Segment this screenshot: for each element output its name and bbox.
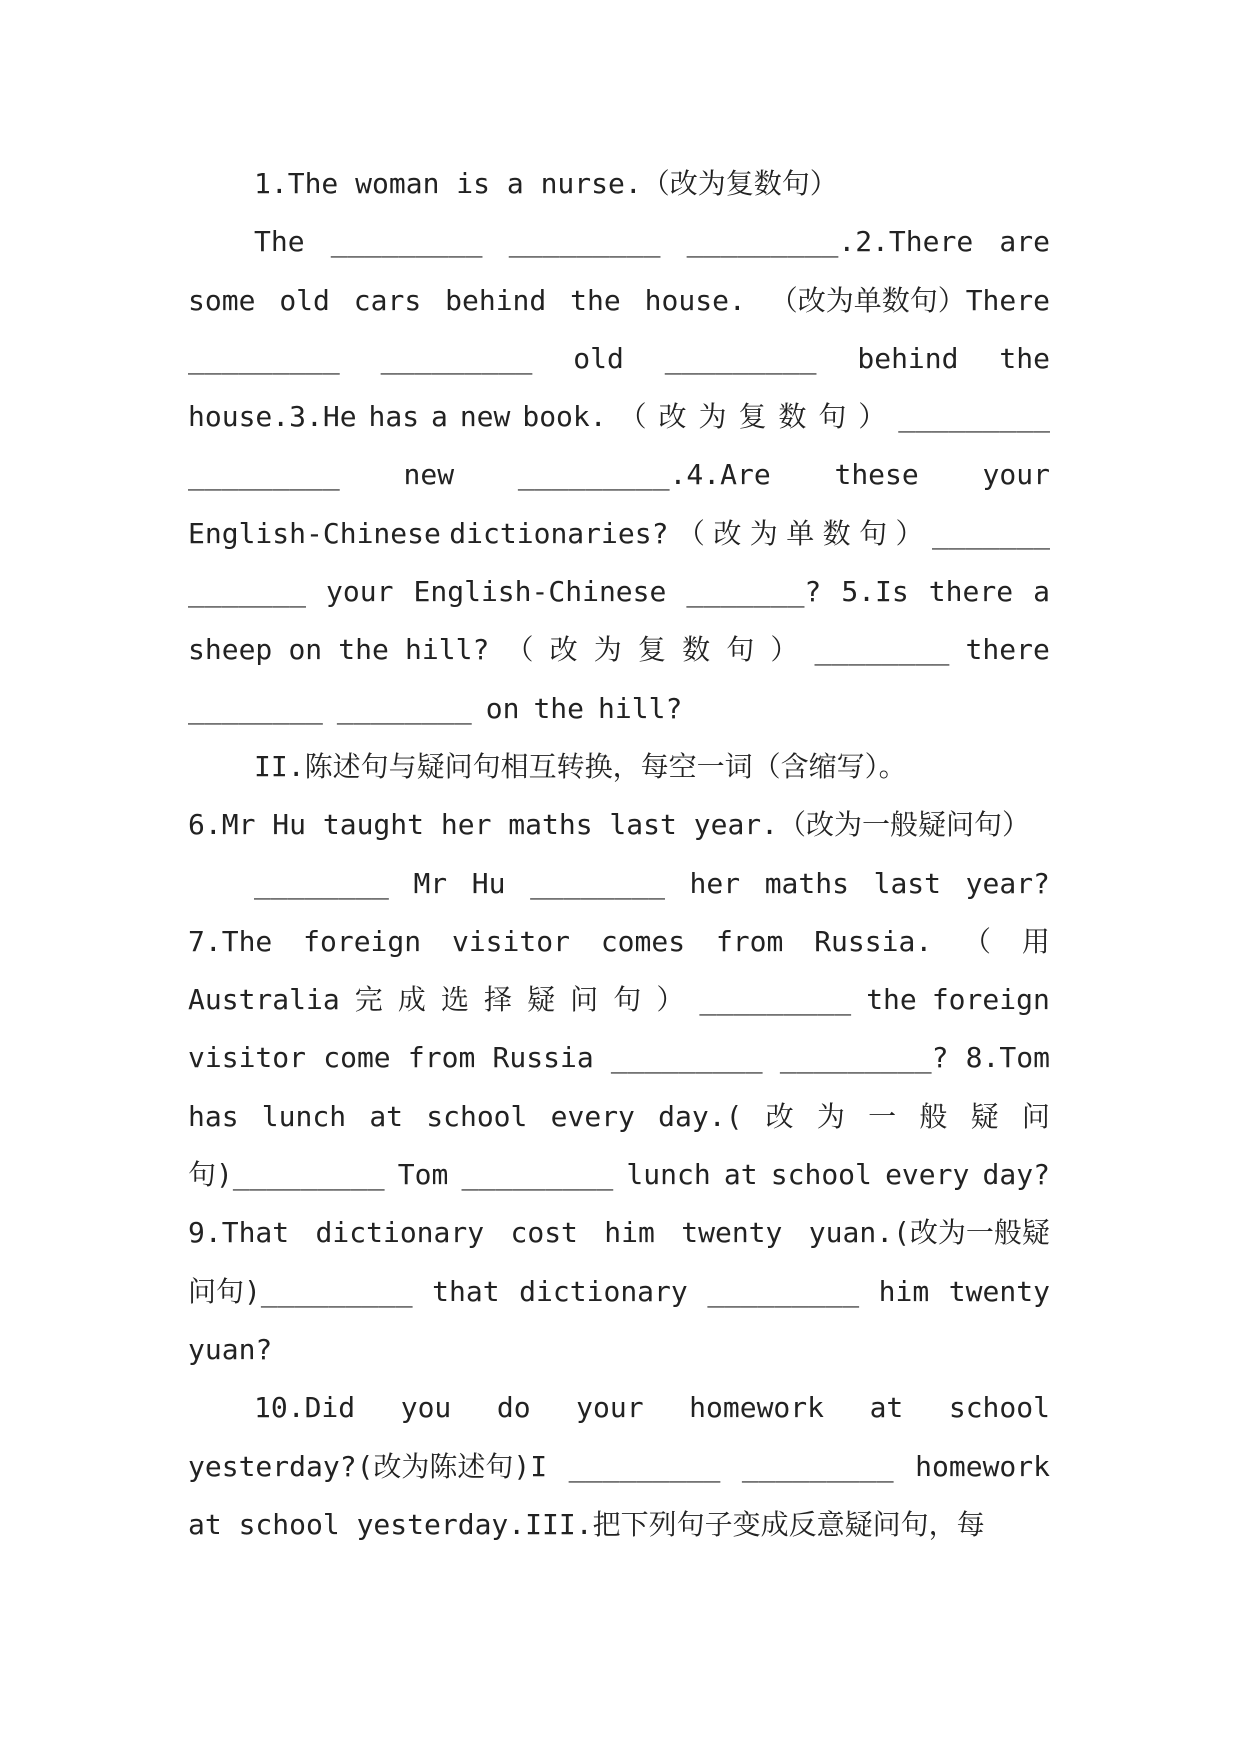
text-token: 单 xyxy=(786,516,815,550)
text-line xyxy=(188,213,1050,271)
text-token: school xyxy=(948,1391,1050,1425)
text-token: homework xyxy=(689,1391,824,1425)
text-line xyxy=(188,621,1050,679)
text-token: there xyxy=(928,575,1014,609)
text-token: your xyxy=(982,458,1050,492)
text-token: your xyxy=(576,1391,644,1425)
text-line xyxy=(188,446,1050,504)
text-line xyxy=(188,1204,1050,1262)
text-token: come xyxy=(323,1041,391,1075)
text-token: cars xyxy=(353,283,422,317)
text-token: from xyxy=(407,1041,476,1075)
text-token: dictionaries? xyxy=(449,516,669,550)
text-token: the xyxy=(338,633,389,667)
text-token: Australia xyxy=(188,983,340,1017)
text-token: behind xyxy=(445,283,547,317)
text-line xyxy=(188,1088,1050,1146)
text-line xyxy=(188,272,1050,330)
text-token: homework xyxy=(915,1449,1050,1483)
text-token: these xyxy=(834,458,919,492)
text-token: dictionary xyxy=(519,1274,688,1308)
answer-blank: ________ xyxy=(336,691,472,725)
answer-blank: _________ xyxy=(380,341,533,375)
text-token: ） xyxy=(770,633,799,667)
text-token: 问句)_________ xyxy=(188,1274,413,1308)
text-token: from xyxy=(715,924,784,958)
text-token: 一 xyxy=(868,1099,897,1133)
text-line xyxy=(188,563,1050,621)
text-token: you xyxy=(400,1391,452,1425)
text-token: （改为单数句）There xyxy=(769,283,1050,317)
text-token: do xyxy=(496,1391,531,1425)
text-token: 8.Tom xyxy=(965,1041,1050,1075)
text-token: 句 xyxy=(613,983,642,1017)
text-token: 改 xyxy=(765,1099,794,1133)
text-line xyxy=(188,330,1050,388)
text-line xyxy=(188,1029,1050,1087)
text-token: 句 xyxy=(726,633,755,667)
text-token: at school yesterday.III.把下列句子变成反意疑问句，每 xyxy=(188,1507,985,1541)
text-token: 完 xyxy=(354,983,383,1017)
document-page xyxy=(188,155,1050,1554)
answer-blank: _______? xyxy=(686,575,822,609)
text-token: 复 xyxy=(738,400,767,434)
text-line xyxy=(188,1438,1050,1496)
text-line xyxy=(188,738,1050,796)
text-token: year? xyxy=(965,866,1050,900)
text-token: hill? xyxy=(405,633,490,667)
text-token: last xyxy=(873,866,942,900)
text-token: 句 xyxy=(818,400,847,434)
answer-blank: _________ xyxy=(461,1158,614,1192)
text-token: 问 xyxy=(570,983,599,1017)
text-token: on xyxy=(485,691,520,725)
text-token: him xyxy=(878,1274,930,1308)
answer-blank: _________ xyxy=(568,1449,721,1483)
text-token: comes xyxy=(600,924,686,958)
text-token: （ xyxy=(963,924,992,958)
text-token: there xyxy=(965,633,1050,667)
text-token: the xyxy=(570,283,621,317)
text-token: a xyxy=(431,400,448,434)
text-token: 为 xyxy=(593,633,622,667)
answer-blank: _________ xyxy=(898,400,1050,434)
text-line xyxy=(188,388,1050,446)
text-token: 为 xyxy=(749,516,778,550)
text-token: a xyxy=(1033,575,1050,609)
text-token: 复 xyxy=(637,633,666,667)
text-token: The xyxy=(254,225,305,259)
text-token: yesterday?(改为陈述句)I xyxy=(188,1449,548,1483)
text-line xyxy=(188,971,1050,1029)
answer-blank: _________ xyxy=(699,983,852,1017)
answer-blank: _________ xyxy=(188,458,340,492)
text-line xyxy=(188,1496,1050,1554)
text-token: 数 xyxy=(778,400,807,434)
text-token: has xyxy=(368,400,420,434)
text-token: visitor xyxy=(188,1041,307,1075)
text-token: new xyxy=(403,458,455,492)
text-token: 句 xyxy=(859,516,888,550)
text-line xyxy=(188,913,1050,971)
text-token: 改 xyxy=(549,633,578,667)
text-token: her xyxy=(689,866,741,900)
answer-blank: _________ xyxy=(508,225,661,259)
text-token: Tom xyxy=(397,1158,449,1192)
text-token: day.( xyxy=(658,1099,743,1133)
answer-blank: ________ xyxy=(254,866,389,900)
text-token: house.3.He xyxy=(188,400,357,434)
text-line xyxy=(188,1379,1050,1437)
text-token: Hu xyxy=(471,866,506,900)
text-line xyxy=(188,796,1050,854)
text-token: ） xyxy=(656,983,685,1017)
text-token: Russia xyxy=(492,1041,594,1075)
text-line xyxy=(188,1321,1050,1379)
text-token: ） xyxy=(895,516,924,550)
text-token: every xyxy=(885,1158,970,1192)
answer-blank: _________ xyxy=(188,341,340,375)
answer-blank: _________.2.There xyxy=(686,225,974,259)
text-token: 5.Is xyxy=(841,575,909,609)
text-line xyxy=(188,155,1050,213)
answer-blank: _________.4.Are xyxy=(517,458,771,492)
text-token: hill? xyxy=(598,691,683,725)
text-token: 1.The woman is a nurse.（改为复数句） xyxy=(254,167,838,200)
text-token: at xyxy=(369,1099,404,1133)
text-token: old xyxy=(279,283,330,317)
text-token: twenty xyxy=(681,1216,783,1250)
text-token: English-Chinese xyxy=(413,575,667,609)
text-token: sheep xyxy=(188,633,273,667)
text-token: the xyxy=(533,691,585,725)
text-token: maths xyxy=(764,866,849,900)
text-token: book. xyxy=(522,400,607,434)
text-token: twenty xyxy=(948,1274,1050,1308)
text-token: 疑 xyxy=(527,983,556,1017)
text-token: yuan.(改为一般疑 xyxy=(808,1216,1050,1250)
answer-blank: _________ xyxy=(741,1449,894,1483)
text-line xyxy=(188,1146,1050,1204)
text-token: 成 xyxy=(397,983,426,1017)
text-token: new xyxy=(459,400,511,434)
text-token: ） xyxy=(858,400,887,434)
text-token: every xyxy=(550,1099,635,1133)
text-token: 9.That xyxy=(188,1216,290,1250)
text-token: yuan? xyxy=(188,1332,273,1366)
text-token: at xyxy=(869,1391,904,1425)
text-token: at xyxy=(723,1158,758,1192)
answer-blank: ________ xyxy=(530,866,665,900)
text-token: some xyxy=(188,283,256,317)
answer-blank: ________ xyxy=(814,633,950,667)
answer-blank: _________ xyxy=(707,1274,860,1308)
text-token: 般 xyxy=(919,1099,948,1133)
text-line xyxy=(188,680,1050,738)
text-token: are xyxy=(999,225,1050,259)
text-token: （ xyxy=(505,633,534,667)
text-token: has xyxy=(188,1099,239,1133)
text-token: your xyxy=(326,575,394,609)
text-token: on xyxy=(288,633,323,667)
text-token: 7.The xyxy=(188,924,273,958)
text-token: （ xyxy=(676,516,705,550)
text-token: 6.Mr Hu taught her maths last year.（改为一般疑问句） xyxy=(188,808,1031,842)
text-token: that xyxy=(432,1274,500,1308)
text-token: 改 xyxy=(658,400,687,434)
text-token: school xyxy=(770,1158,872,1192)
text-token: II.陈述句与疑问句相互转换，每空一词（含缩写）。 xyxy=(254,749,907,783)
answer-blank: _______ xyxy=(188,575,307,609)
text-token: old xyxy=(573,341,624,375)
text-token: house. xyxy=(644,283,746,317)
text-token: 为 xyxy=(698,400,727,434)
text-token: dictionary xyxy=(315,1216,485,1250)
text-token: 选 xyxy=(440,983,469,1017)
text-token: lunch xyxy=(261,1099,347,1133)
text-line xyxy=(188,505,1050,563)
text-token: 10.Did xyxy=(254,1391,356,1425)
text-token: English-Chinese xyxy=(188,516,441,550)
text-token: foreign xyxy=(303,924,422,958)
answer-blank: _______ xyxy=(931,516,1050,550)
text-token: foreign xyxy=(931,983,1050,1017)
answer-blank: _________ xyxy=(664,341,817,375)
text-token: school xyxy=(426,1099,528,1133)
text-token: the xyxy=(866,983,917,1017)
text-line xyxy=(188,1263,1050,1321)
text-token: 为 xyxy=(816,1099,845,1133)
text-token: 问 xyxy=(1021,1099,1050,1133)
text-token: day? xyxy=(982,1158,1050,1192)
text-token: 数 xyxy=(682,633,711,667)
answer-blank: _________ xyxy=(610,1041,763,1075)
text-token: Russia. xyxy=(814,924,933,958)
answer-blank: _________ xyxy=(330,225,483,259)
text-token: cost xyxy=(510,1216,578,1250)
text-token: lunch xyxy=(626,1158,711,1192)
text-token: Mr xyxy=(413,866,448,900)
text-token: visitor xyxy=(451,924,570,958)
text-token: 改 xyxy=(713,516,742,550)
text-token: behind xyxy=(857,341,959,375)
text-line xyxy=(188,855,1050,913)
text-token: 择 xyxy=(484,983,513,1017)
text-token: 数 xyxy=(822,516,851,550)
answer-blank: ________ xyxy=(188,691,323,725)
answer-blank: _________? xyxy=(779,1041,949,1075)
text-token: 句)_________ xyxy=(188,1158,385,1192)
text-token: 用 xyxy=(1021,924,1050,958)
text-token: （ xyxy=(618,400,647,434)
text-token: the xyxy=(999,341,1050,375)
text-token: 疑 xyxy=(970,1099,999,1133)
text-token: him xyxy=(604,1216,655,1250)
